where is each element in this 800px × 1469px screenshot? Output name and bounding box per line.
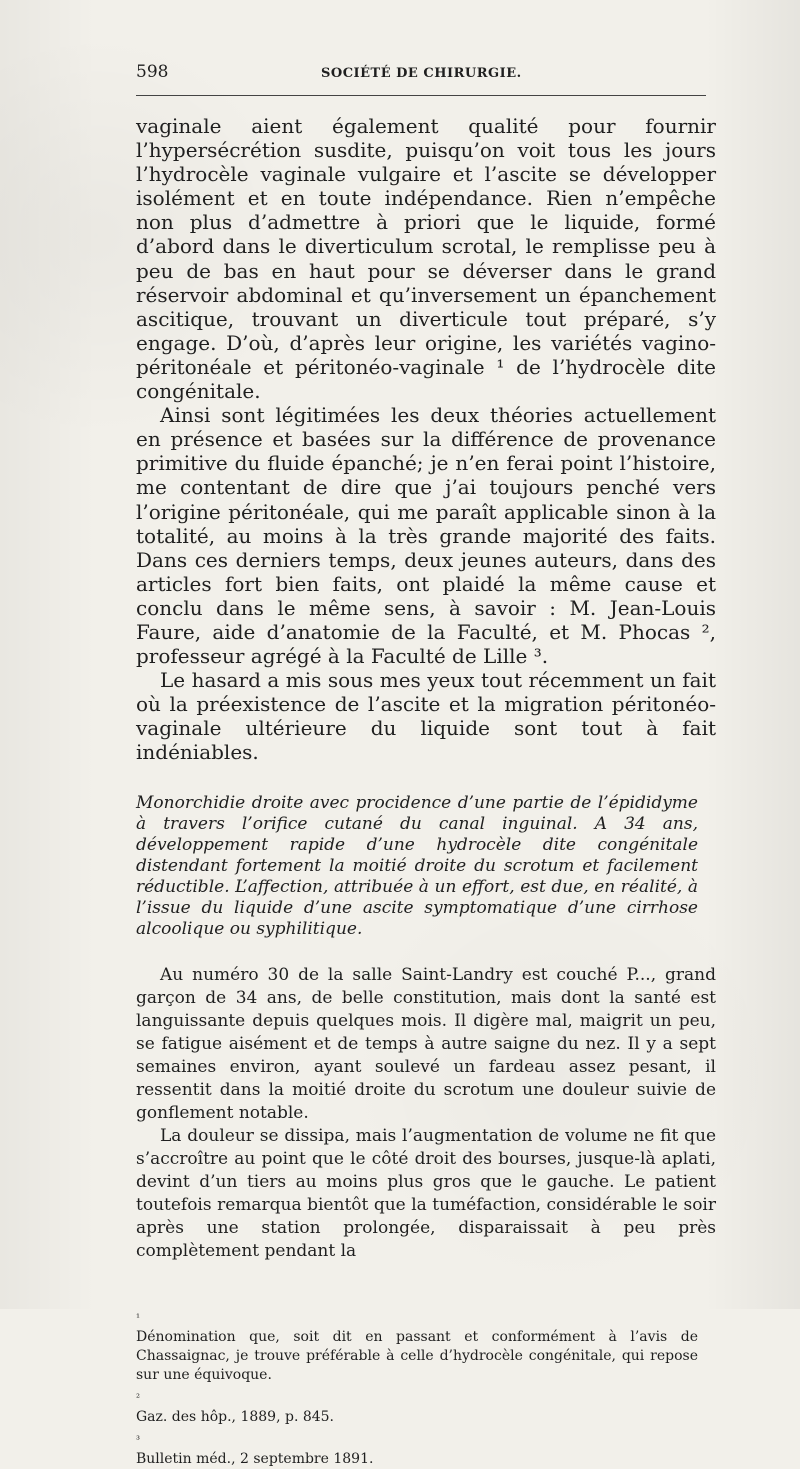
main-text: [136, 114, 716, 765]
case-paragraph-1: Au numéro 30 de la salle Saint-Landry est couché P..., grand garçon de 34 ans, de belle constitution, mais dont la santé est languissante depuis quelques mois. Il digère mal, maigrit un peu, se fatigue aisément et de temps à autre saigne du nez. Il y a sept semaines environ, ayant soulevé un fardeau assez pesant, il ressentit dans la moitié droite du scrotum une douleur suivie de gonflement notable.: [136, 964, 716, 1123]
footnote-text-1: Dénomination que, soit dit en passant et conformément à l’avis de Chassaignac, je trouve préférable à celle d’hydrocèle congénitale, qui repose sur une équivoque.: [136, 1328, 698, 1383]
case-report: [136, 964, 716, 1263]
running-title: SOCIÉTÉ DE CHIRURGIE.: [321, 66, 522, 81]
page-header: [136, 64, 716, 81]
footnotes: [136, 1309, 716, 1469]
case-paragraph-2: La douleur se dissipa, mais l’augmentation de volume ne fit que s’accroître au point que le côté droit des bourses, jusque-là aplati, devint d’un tiers au moins plus gros que le gauche. Le patient toutefois remarqua bientôt que la tuméfaction, considérable le soir après une station prolongée, disparaissait à peu près complètement pendant la: [136, 1125, 716, 1261]
footnote-text-3: Bulletin méd., 2 septembre 1891.: [136, 1450, 374, 1467]
header-rule: [136, 95, 706, 96]
paragraph-2: Ainsi sont légitimées les deux théories actuellement en présence et basées sur la différence de provenance primitive du fluide épanché; je n’en ferai point l’histoire, me contentant de dire que j’ai toujours penché vers l’origine péritonéale, qui me paraît applicable sinon à la totalité, au moins à la très grande majorité des faits. Dans ces derniers temps, deux jeunes auteurs, dans des articles fort bien faits, ont plaidé la même cause et conclu dans le même sens, à savoir : M. Jean-Louis Faure, aide d’anatomie de la Faculté, et M. Phocas ², professeur agrégé à la Faculté de Lille ³.: [136, 403, 716, 669]
case-caption: Monorchidie droite avec procidence d’une partie de l’épididyme à travers l’orifice cutané du canal inguinal. A 34 ans, développement rapide d’une hydrocèle dite congénitale distendant fortement la moitié droite du scrotum et facilement réductible. L’affection, attribuée à un effort, est due, en réalité, à l’issue du liquide d’une ascite symptomatique d’une cirrhose alcoolique ou syphilitique.: [136, 792, 698, 939]
footnote-marker-2: ²: [136, 1392, 141, 1404]
footnote-marker-3: ³: [136, 1434, 141, 1446]
footnote-marker-1: ¹: [136, 1312, 141, 1324]
footnote-2: [136, 1389, 716, 1427]
footnote-1: [136, 1309, 716, 1385]
footnote-text-2: Gaz. des hôp., 1889, p. 845.: [136, 1408, 335, 1425]
page-number: 598: [136, 62, 169, 82]
paragraph-3: Le hasard a mis sous mes yeux tout récemment un fait où la préexistence de l’ascite et la migration péritonéo-vaginale ultérieure du liquide sont tout à fait indéniables.: [136, 668, 716, 765]
footnote-3: [136, 1431, 716, 1469]
paragraph-1: vaginale aient également qualité pour fournir l’hypersécrétion susdite, puisqu’on voit tous les jours l’hydrocèle vaginale vulgaire et l’ascite se développer isolément et en toute indépendance. Rien n’empêche non plus d’admettre à priori que le liquide, formé d’abord dans le diverticulum scrotal, le remplisse peu à peu de bas en haut pour se déverser dans le grand réservoir abdominal et qu’inversement un épanchement ascitique, trouvant un diverticule tout préparé, s’y engage. D’où, d’après leur origine, les variétés vagino-péritonéale et péritonéo-vaginale ¹ de l’hydrocèle dite congénitale.: [136, 114, 716, 404]
